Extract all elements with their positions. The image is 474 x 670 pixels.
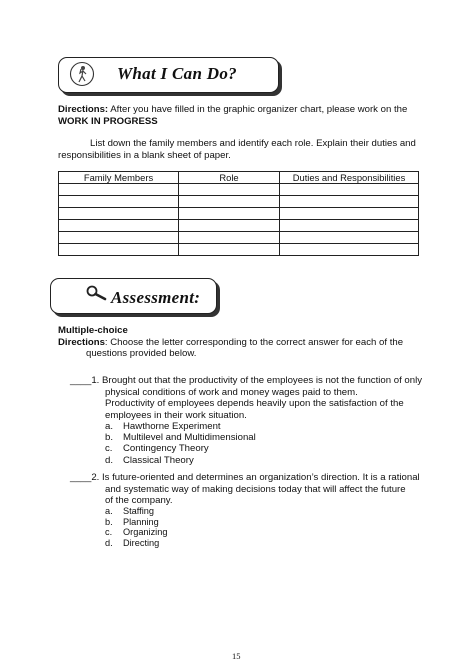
magnifying-glass-icon	[85, 285, 107, 301]
option-row[interactable]	[105, 517, 167, 528]
option-row[interactable]	[105, 443, 256, 454]
directions-paragraph	[58, 104, 428, 127]
assessment-directions-text: : Choose the letter corresponding to the correct answer for each of the	[104, 336, 404, 348]
question-1-options	[105, 421, 256, 466]
multiple-choice-block	[58, 325, 420, 360]
what-i-can-do-title: What I Can Do?	[117, 64, 237, 83]
question-2-options	[105, 506, 167, 548]
option-row[interactable]	[105, 527, 167, 538]
table-cell[interactable]	[179, 184, 280, 196]
question-1-line-3: Productivity of employees depends heavily upon the satisfaction of the	[105, 398, 404, 410]
question-2-line-3: of the company.	[105, 495, 173, 507]
option-row[interactable]	[105, 432, 256, 443]
option-letter: a.	[105, 506, 113, 516]
table-cell[interactable]	[280, 232, 419, 244]
table-cell[interactable]	[280, 184, 419, 196]
task-line-2: responsibilities in a blank sheet of paper.	[58, 149, 231, 161]
answer-blank[interactable]: ____	[70, 375, 92, 386]
table-cell[interactable]	[179, 196, 280, 208]
question-1-line-1: 1. Brought out that the productivity of the employees is not the function of only	[91, 375, 422, 386]
table-cell[interactable]	[179, 220, 280, 232]
assessment-title: Assessment:	[111, 288, 201, 307]
multiple-choice-heading: Multiple-choice	[58, 325, 128, 336]
question-1-line-2: physical conditions of work and money wages paid to them.	[105, 386, 358, 398]
table-cell[interactable]	[59, 184, 179, 196]
header-duties: Duties and Responsibilities	[280, 172, 419, 184]
task-line-1: List down the family members and identify each role. Explain their duties and	[90, 138, 416, 149]
option-row[interactable]	[105, 506, 167, 517]
table-cell[interactable]	[280, 220, 419, 232]
option-letter: c.	[105, 527, 113, 537]
table-cell[interactable]	[280, 208, 419, 220]
table-cell[interactable]	[280, 244, 419, 256]
table-cell[interactable]	[179, 208, 280, 220]
answer-blank[interactable]: ____	[70, 472, 92, 483]
option-letter: b.	[105, 432, 114, 444]
family-roles-table	[58, 171, 419, 256]
option-row[interactable]	[105, 421, 256, 432]
assessment-directions-line2: questions provided below.	[86, 348, 197, 360]
directions-text: After you have filled in the graphic organizer chart, please work on the	[108, 104, 408, 115]
table-row	[59, 244, 419, 256]
question-2-line-1: 2. Is future-oriented and determines an organization’s direction. It is a rational	[91, 472, 420, 483]
assessment-banner	[50, 278, 217, 314]
table-row	[59, 232, 419, 244]
table-row	[59, 196, 419, 208]
table-header-row	[59, 172, 419, 184]
table-row	[59, 220, 419, 232]
question-1-line-4: employees in their work situation.	[105, 409, 247, 421]
option-letter: b.	[105, 516, 113, 527]
question-2-line-2: and systematic way of making decisions today that will affect the future	[105, 483, 406, 495]
what-i-can-do-banner	[58, 57, 279, 93]
header-role: Role	[179, 172, 280, 184]
header-family-members: Family Members	[59, 172, 179, 184]
table-cell[interactable]	[59, 244, 179, 256]
option-letter: d.	[105, 454, 114, 466]
option-text: Hawthorne Experiment	[123, 421, 221, 432]
option-letter: a.	[105, 421, 114, 432]
task-paragraph	[58, 138, 428, 161]
table-cell[interactable]	[280, 196, 419, 208]
question-2	[70, 472, 430, 507]
table-row	[59, 208, 419, 220]
option-text: Classical Theory	[123, 454, 194, 466]
table-cell[interactable]	[59, 232, 179, 244]
table-cell[interactable]	[179, 244, 280, 256]
option-text: Planning	[123, 516, 159, 527]
table-cell[interactable]	[59, 208, 179, 220]
option-text: Multilevel and Multidimensional	[123, 432, 256, 444]
table-cell[interactable]	[179, 232, 280, 244]
work-in-progress: WORK IN PROGRESS	[58, 115, 158, 127]
table-cell[interactable]	[59, 220, 179, 232]
table-row	[59, 184, 419, 196]
assessment-directions-label: Directions	[58, 336, 105, 348]
option-letter: c.	[105, 443, 113, 455]
option-text: Staffing	[123, 506, 154, 516]
option-text: Directing	[123, 537, 160, 548]
directions-label: Directions:	[58, 104, 109, 115]
option-letter: d.	[105, 537, 113, 548]
option-row[interactable]	[105, 538, 167, 549]
table-cell[interactable]	[59, 196, 179, 208]
option-text: Contingency Theory	[123, 443, 209, 455]
option-row[interactable]	[105, 455, 256, 466]
thinker-figure-icon	[69, 61, 95, 87]
question-1	[70, 375, 430, 421]
option-text: Organizing	[123, 527, 168, 537]
page-number: 15	[232, 651, 241, 661]
